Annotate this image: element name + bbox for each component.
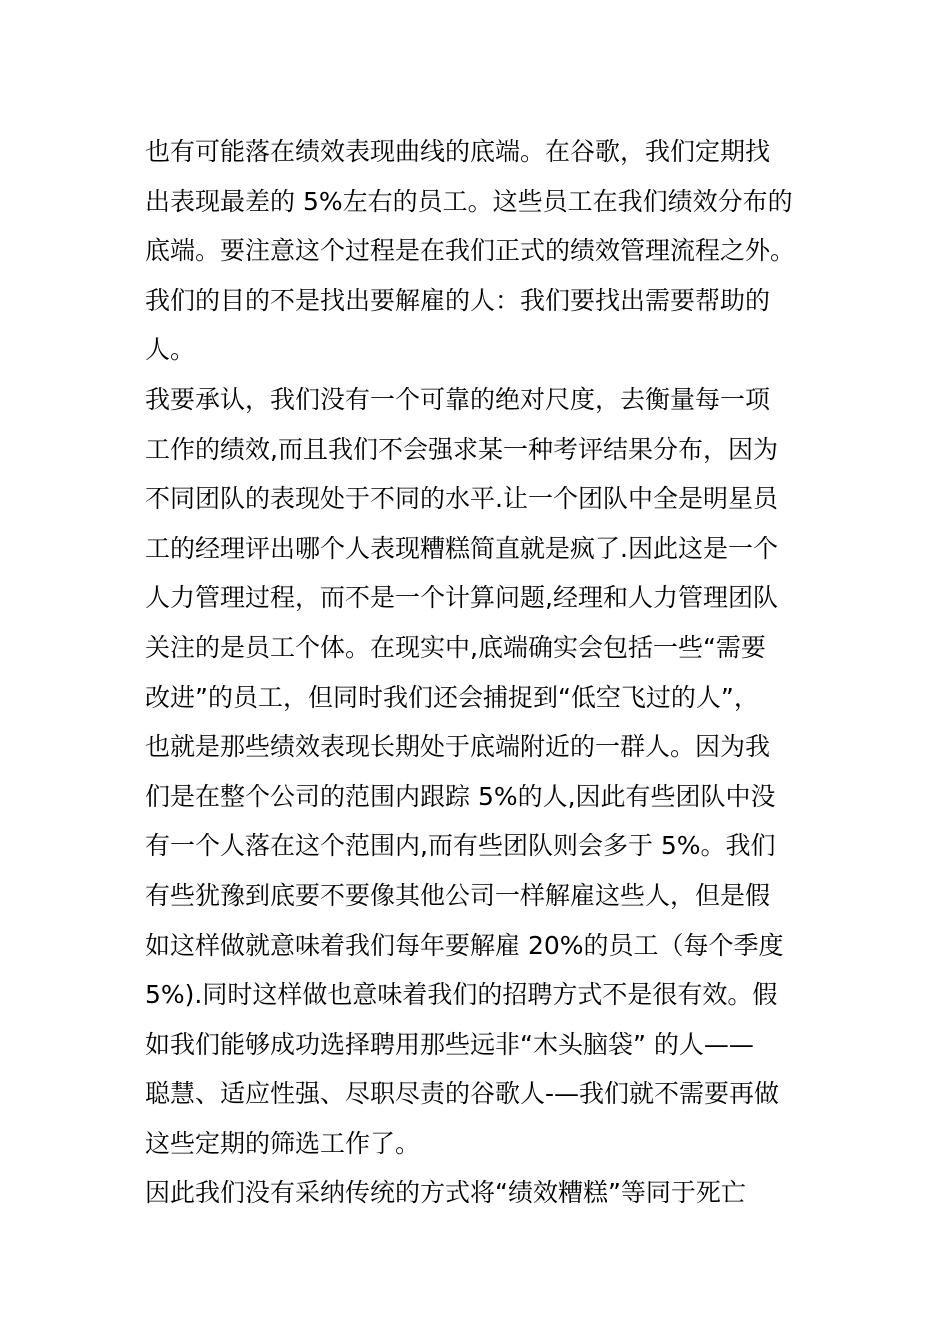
text-line: 我们的目的不是找出要解雇的人：我们要找出需要帮助的 (145, 285, 771, 315)
text-line: 聪慧、适应性强、尽职尽责的谷歌人-—我们就不需要再做 (145, 1079, 780, 1109)
text-line: 关注的是员工个体。在现实中,底端确实会包括一些“需要 (145, 632, 766, 662)
text-line: 出表现最差的 5%左右的员工。这些员工在我们绩效分布的 (145, 186, 793, 216)
text-line: 也就是那些绩效表现长期处于底端附近的一群人。因为我 (145, 732, 771, 762)
text-line: 工作的绩效,而且我们不会强求某一种考评结果分布，因为 (145, 434, 778, 464)
text-line: 改进”的员工，但同时我们还会捕捉到“低空飞过的人”， (145, 682, 759, 712)
text-line: 如我们能够成功选择聘用那些远非“木头脑袋” 的人—— (145, 1029, 754, 1059)
text-line: 这些定期的筛选工作了。 (145, 1128, 421, 1158)
text-line: 底端。要注意这个过程是在我们正式的绩效管理流程之外。 (145, 236, 796, 266)
body-text (145, 127, 815, 1218)
text-line: 5%).同时这样做也意味着我们的招聘方式不是很有效。假 (145, 980, 778, 1010)
text-line: 有一个人落在这个范围内,而有些团队则会多于 5%。我们 (145, 831, 776, 861)
text-line: 因此我们没有采纳传统的方式将“绩效糟糕”等同于死亡 (145, 1178, 746, 1208)
text-line: 人力管理过程，而不是一个计算问题,经理和人力管理团队 (145, 583, 778, 613)
text-line: 也有可能落在绩效表现曲线的底端。在谷歌，我们定期找 (145, 137, 771, 166)
text-line: 们是在整个公司的范围内跟踪 5%的人,因此有些团队中没 (145, 781, 776, 811)
text-line: 有些犹豫到底要不要像其他公司一样解雇这些人，但是假 (145, 880, 771, 910)
text-line: 工的经理评出哪个人表现糟糕简直就是疯了.因此这是一个 (145, 533, 778, 563)
text-line: 我要承认，我们没有一个可靠的绝对尺度，去衡量每一项 (145, 384, 771, 414)
text-line: 人。 (145, 335, 196, 365)
text-line: 不同团队的表现处于不同的水平.让一个团队中全是明星员 (145, 484, 778, 514)
text-line: 如这样做就意味着我们每年要解雇 20%的员工（每个季度 (145, 930, 784, 960)
